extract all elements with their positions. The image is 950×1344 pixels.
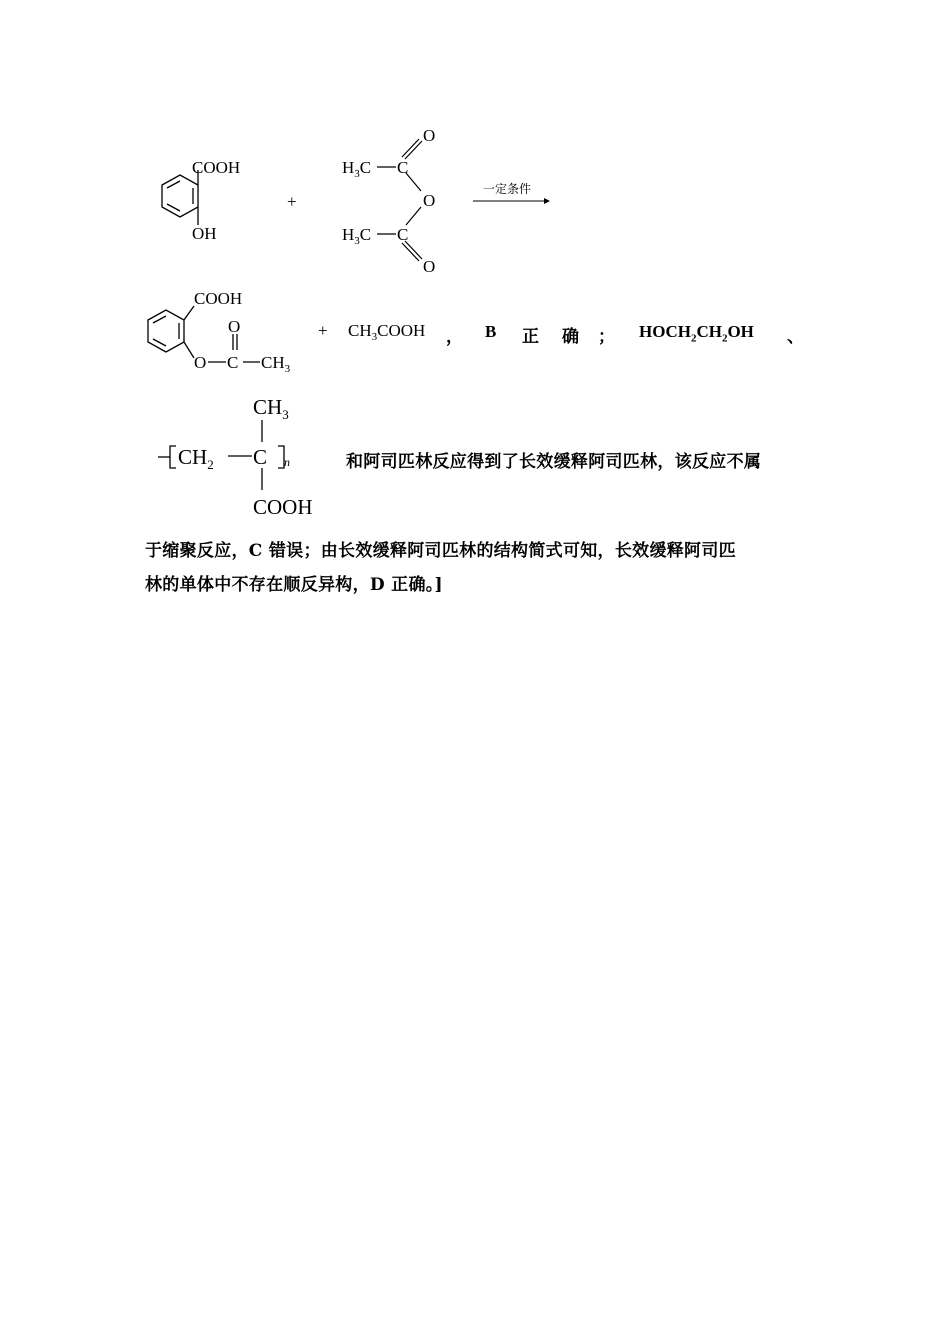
polymer-structure bbox=[150, 388, 350, 523]
anhydride-c-top: C bbox=[397, 158, 409, 177]
ethylene-glycol-formula: $HOCH_2CH_2OH$ bbox=[639, 322, 754, 345]
aspirin-o-ester: O bbox=[194, 353, 207, 372]
comma-1: ， bbox=[446, 327, 463, 346]
anhydride-o-top: O bbox=[423, 126, 436, 145]
text-line-2: 和阿司匹林反应得到了长效缓释阿司匹林，该反应不属 bbox=[346, 452, 762, 472]
acetic-acid-formula: $CH_3COOH$ bbox=[348, 321, 426, 343]
anhydride-c-bottom: C bbox=[397, 225, 409, 244]
reaction-condition: 一定条件 bbox=[483, 182, 532, 196]
reaction-scheme-products bbox=[130, 282, 450, 382]
semicolon-1: ； bbox=[598, 327, 615, 347]
aspirin-c-ester: C bbox=[227, 353, 239, 372]
text-line-4: 林的单体中不存在顺反异构，D 正确。] bbox=[145, 575, 443, 595]
aspirin-o-carbonyl: O bbox=[228, 317, 241, 336]
polymer-ch2: $CH_2$ bbox=[178, 445, 214, 472]
salicylic-acid-structure bbox=[162, 170, 198, 225]
polymer-c: C bbox=[253, 445, 268, 469]
polymer-cooh: COOH bbox=[253, 495, 313, 519]
reaction-arrow bbox=[473, 198, 550, 204]
salicylic-cooh: COOH bbox=[192, 158, 241, 177]
text-line-3: 于缩聚反应，C 错误；由长效缓释阿司匹林的结构简式可知，长效缓释阿司匹 bbox=[145, 541, 736, 561]
aspirin-ch3: $CH_3$ bbox=[261, 353, 291, 375]
anhydride-h3c-bottom: $H_3C$ bbox=[342, 225, 372, 247]
polymer-ch3: $CH_3$ bbox=[253, 395, 289, 422]
que-char: 确 bbox=[562, 327, 579, 347]
reaction-scheme-top bbox=[130, 115, 570, 285]
option-b-letter: B bbox=[485, 322, 497, 341]
salicylic-oh: OH bbox=[192, 224, 217, 243]
anhydride-h3c-top: $H_3C$ bbox=[342, 158, 372, 180]
anhydride-o-bottom: O bbox=[423, 257, 436, 276]
polymer-n: n bbox=[284, 455, 290, 469]
aspirin-cooh: COOH bbox=[194, 289, 243, 308]
zheng-char: 正 bbox=[522, 327, 539, 347]
plus-sign-2: + bbox=[318, 321, 328, 340]
enumeration-comma: 、 bbox=[787, 327, 804, 347]
plus-sign-1: + bbox=[287, 192, 297, 211]
anhydride-o-bridge: O bbox=[423, 191, 436, 210]
